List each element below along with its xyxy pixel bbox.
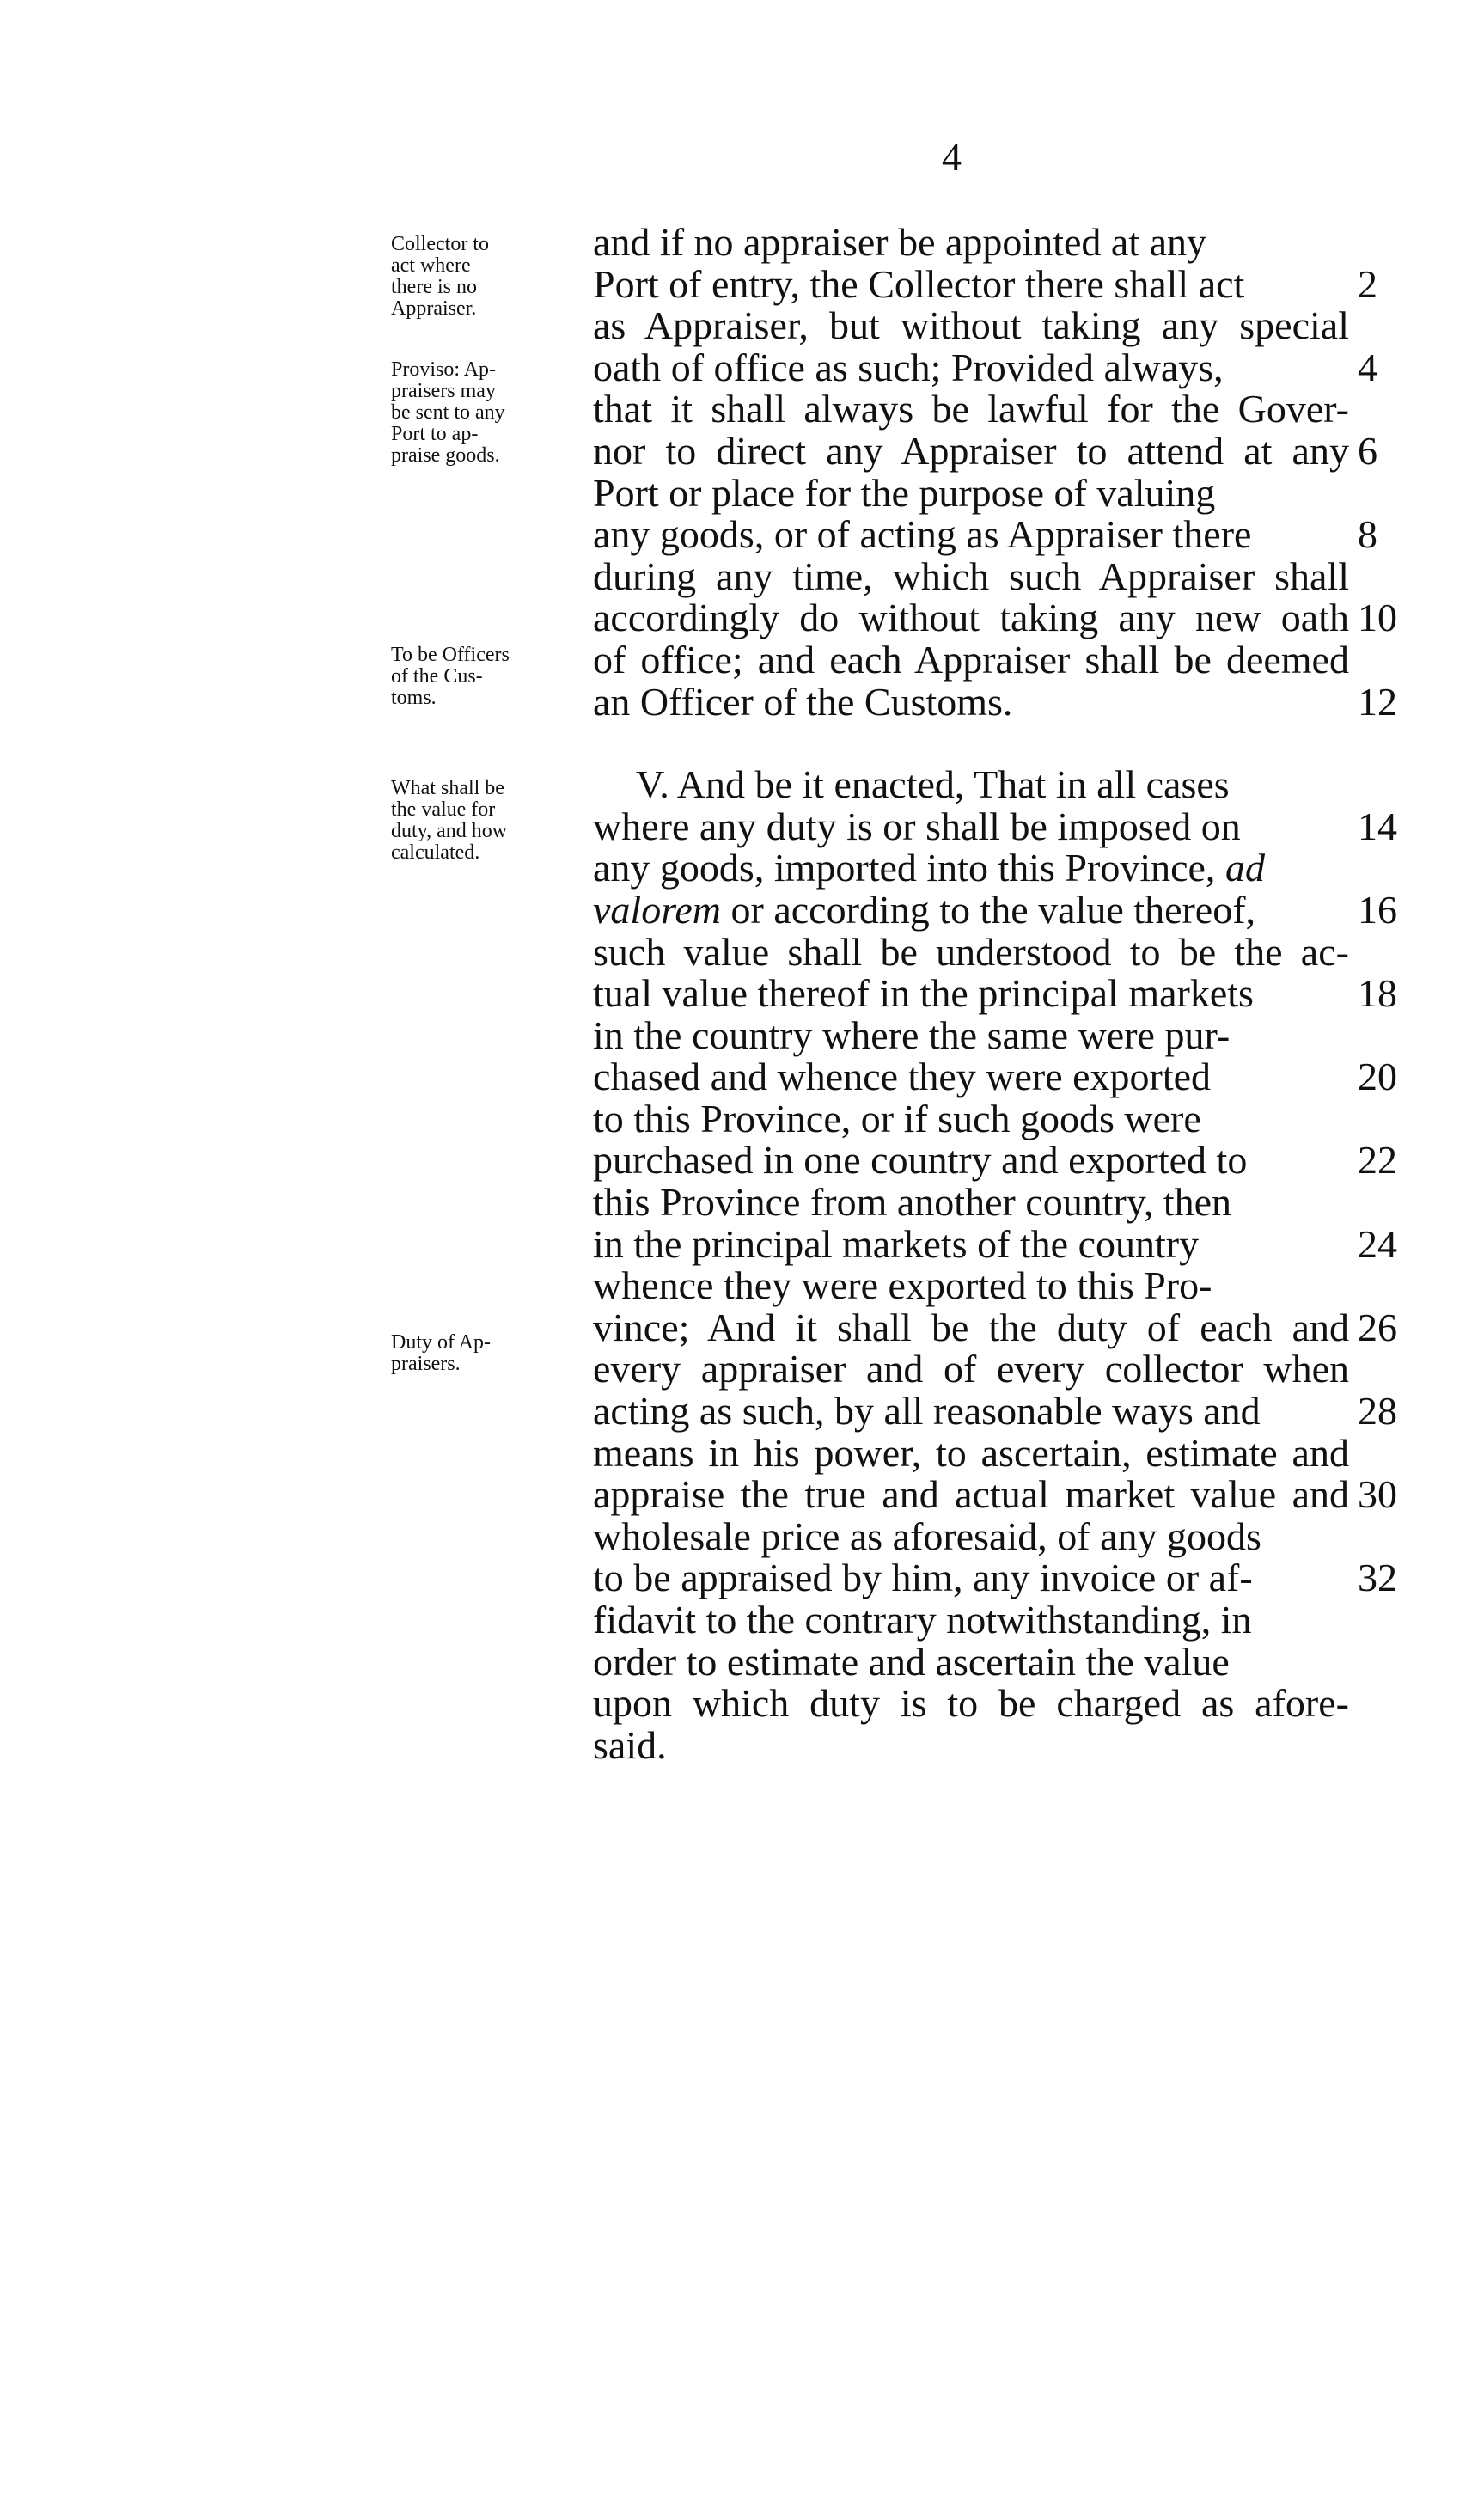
italic-term: valorem	[593, 887, 722, 932]
line-number: 24	[1358, 1221, 1397, 1266]
text-line: of office; and each Appraiser shall be deemed	[593, 637, 1349, 682]
note-line: What shall be	[391, 777, 504, 799]
note-line: Port to ap-	[391, 423, 479, 445]
line-number: 2	[1358, 261, 1377, 306]
text-line: any goods, or of acting as Appraiser there 8	[593, 514, 1409, 556]
text-line: and if no appraiser be appointed at any	[593, 220, 1207, 264]
margin-note-officers	[391, 645, 576, 709]
line-number: 20	[1358, 1055, 1397, 1099]
text-line: tual value thereof in the principal markets 18	[593, 973, 1409, 1015]
line-number: 30	[1358, 1472, 1397, 1517]
line-number: 22	[1358, 1138, 1397, 1183]
text-line: fidavit to the contrary notwithstanding, in	[593, 1598, 1252, 1642]
text-line: chased and whence they were exported 20	[593, 1056, 1409, 1098]
text-line: to be appraised by him, any invoice or af- 32	[593, 1557, 1409, 1599]
text-line: means in his power, to ascertain, estimate and	[593, 1430, 1349, 1475]
italic-term: ad	[1224, 846, 1265, 890]
text-line: where any duty is or shall be imposed on 14	[593, 806, 1409, 848]
section-v-heading-line: V. And be it enacted, That in all cases	[636, 762, 1230, 807]
line-number: 16	[1358, 887, 1397, 932]
text-line: this Province from another country, then	[593, 1180, 1232, 1225]
text-line: nor to direct any Appraiser to attend at any 6	[593, 431, 1409, 473]
line-number: 4	[1358, 345, 1377, 389]
text-line: upon which duty is to be charged as afore-	[593, 1681, 1349, 1726]
note-line: praisers.	[391, 1353, 461, 1375]
text-line: Port or place for the purpose of valuing	[593, 470, 1216, 515]
text-line: Port of entry, the Collector there shall act 2	[593, 264, 1409, 306]
line-number: 12	[1358, 679, 1397, 724]
note-line: Proviso: Ap-	[391, 358, 497, 381]
note-line: the value for	[391, 798, 496, 821]
note-line: praisers may	[391, 380, 496, 402]
text-line: order to estimate and ascertain the value	[593, 1639, 1230, 1684]
text-line: appraise the true and actual market value and 30	[593, 1474, 1409, 1516]
margin-note-proviso	[391, 359, 576, 467]
text-line: in the country where the same were pur-	[593, 1012, 1231, 1057]
text-line: as Appraiser, but without taking any special	[593, 303, 1349, 348]
line-number: 32	[1358, 1556, 1397, 1600]
line-number: 6	[1358, 428, 1377, 473]
line-number: 18	[1358, 971, 1397, 1016]
line-number: 26	[1358, 1305, 1397, 1349]
body-text	[593, 222, 1409, 1766]
text-line: during any time, which such Appraiser shall	[593, 553, 1349, 598]
note-line: To be Officers	[391, 644, 510, 666]
text-line: vince; And it shall be the duty of each and 26	[593, 1307, 1409, 1349]
note-line: Collector to	[391, 233, 489, 255]
text-line: to this Province, or if such goods were	[593, 1096, 1201, 1140]
text-line: oath of office as such; Provided always, 4	[593, 347, 1409, 389]
note-line: there is no	[391, 276, 477, 298]
section-iv-continuation	[593, 222, 1409, 723]
line-number: 10	[1358, 596, 1397, 640]
text-line: whence they were exported to this Pro-	[593, 1263, 1212, 1308]
text-line: wholesale price as aforesaid, of any goods	[593, 1513, 1261, 1558]
text-line: accordingly do without taking any new oath 10	[593, 597, 1409, 639]
text-line: acting as such, by all reasonable ways and 28	[593, 1391, 1409, 1433]
line-number: 28	[1358, 1389, 1397, 1434]
text-line: valorem or according to the value thereof, 16	[593, 890, 1409, 932]
text-line: said.	[593, 1722, 667, 1767]
margin-note-collector	[391, 234, 576, 320]
note-line: be sent to any	[391, 401, 505, 424]
line-number: 8	[1358, 512, 1377, 557]
margin-note-value	[391, 778, 576, 864]
line-number: 14	[1358, 804, 1397, 848]
note-line: of the Cus-	[391, 665, 483, 688]
text-line: purchased in one country and exported to 22	[593, 1140, 1409, 1182]
note-line: duty, and how	[391, 820, 508, 842]
note-line: praise goods.	[391, 444, 500, 467]
text-line: an Officer of the Customs. 12	[593, 682, 1409, 724]
text-line: such value shall be understood to be the ac-	[593, 929, 1349, 974]
note-line: act where	[391, 254, 471, 277]
note-line: Duty of Ap-	[391, 1331, 491, 1354]
note-line: toms.	[391, 687, 437, 709]
text-line: any goods, imported into this Province, ad	[593, 846, 1265, 890]
margin-note-duty	[391, 1332, 576, 1375]
text-line: that it shall always be lawful for the Gover-	[593, 387, 1349, 431]
section-v	[593, 764, 1409, 1766]
text-line: in the principal markets of the country 24	[593, 1224, 1409, 1266]
page-number: 4	[942, 135, 962, 179]
note-line: Appraiser.	[391, 297, 477, 320]
text-line: every appraiser and of every collector when	[593, 1347, 1349, 1391]
note-line: calculated.	[391, 841, 480, 864]
